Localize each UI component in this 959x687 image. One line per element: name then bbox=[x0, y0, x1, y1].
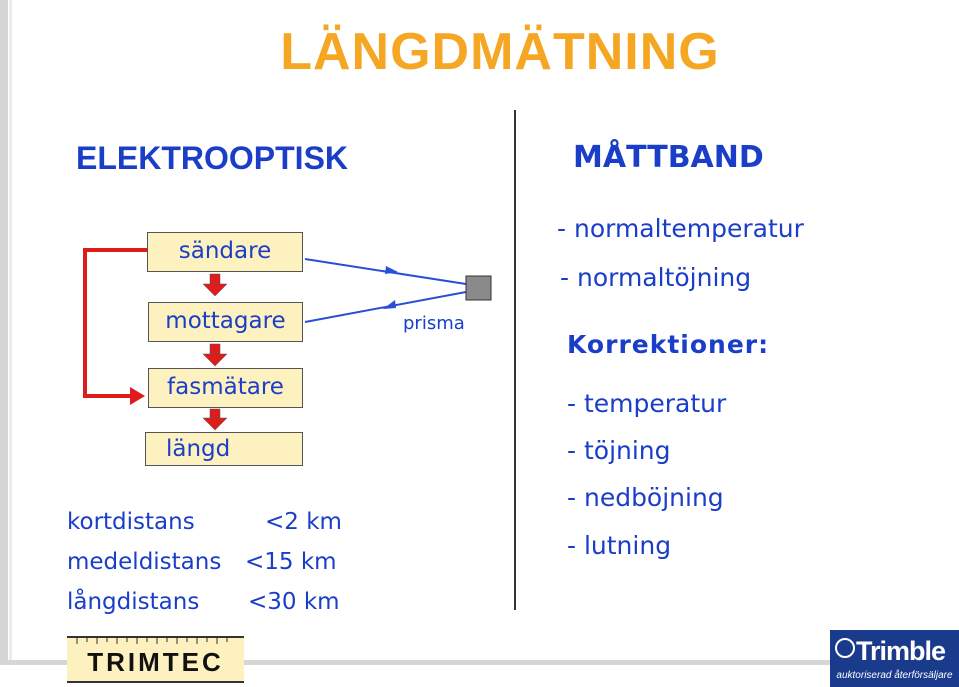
distance-name: medeldistans bbox=[67, 549, 222, 575]
trimble-globe-icon bbox=[835, 638, 855, 658]
distance-name: kortdistans bbox=[67, 509, 195, 535]
distance-range: <30 km bbox=[248, 589, 340, 615]
correction-item: - temperatur bbox=[567, 389, 727, 418]
trimble-logo bbox=[830, 630, 959, 687]
distance-range: <15 km bbox=[245, 549, 337, 575]
electrooptic-heading: ELEKTROOPTISK bbox=[76, 140, 349, 176]
condition-item: - normaltöjning bbox=[560, 263, 752, 292]
distance-range: <2 km bbox=[265, 509, 342, 535]
phase-meter-box: fasmätare bbox=[148, 368, 303, 408]
down-arrow-1 bbox=[203, 274, 227, 296]
receiver-box: mottagare bbox=[148, 302, 303, 342]
corrections-heading: Korrektioner: bbox=[567, 330, 770, 359]
correction-item: - nedböjning bbox=[567, 483, 724, 512]
slide-title: LÄNGDMÄTNING bbox=[280, 23, 720, 81]
distance-name: långdistans bbox=[67, 589, 200, 615]
trimtec-logo-text: TRIMTEC bbox=[87, 647, 224, 677]
prism-icon bbox=[466, 276, 491, 300]
length-box: längd bbox=[145, 432, 303, 466]
down-arrow-3 bbox=[203, 409, 227, 430]
feedback-arrow-head bbox=[130, 387, 145, 405]
trimtec-logo bbox=[67, 636, 244, 683]
down-arrow-2 bbox=[203, 344, 227, 366]
column-divider bbox=[514, 110, 516, 610]
condition-item: - normaltemperatur bbox=[557, 214, 804, 243]
sender-box: sändare bbox=[147, 232, 303, 272]
tape-measure-heading: MÅTTBAND bbox=[573, 140, 764, 175]
trimble-logo-text: Trimble bbox=[856, 636, 946, 666]
correction-item: - töjning bbox=[567, 436, 671, 465]
feedback-line bbox=[85, 250, 147, 396]
return-beam-arrow bbox=[383, 300, 396, 309]
trimble-logo-subtitle: auktoriserad återförsäljare bbox=[836, 670, 953, 681]
ruler-ticks-icon bbox=[67, 638, 244, 646]
correction-item: - lutning bbox=[567, 531, 672, 560]
prism-label: prisma bbox=[403, 313, 465, 334]
